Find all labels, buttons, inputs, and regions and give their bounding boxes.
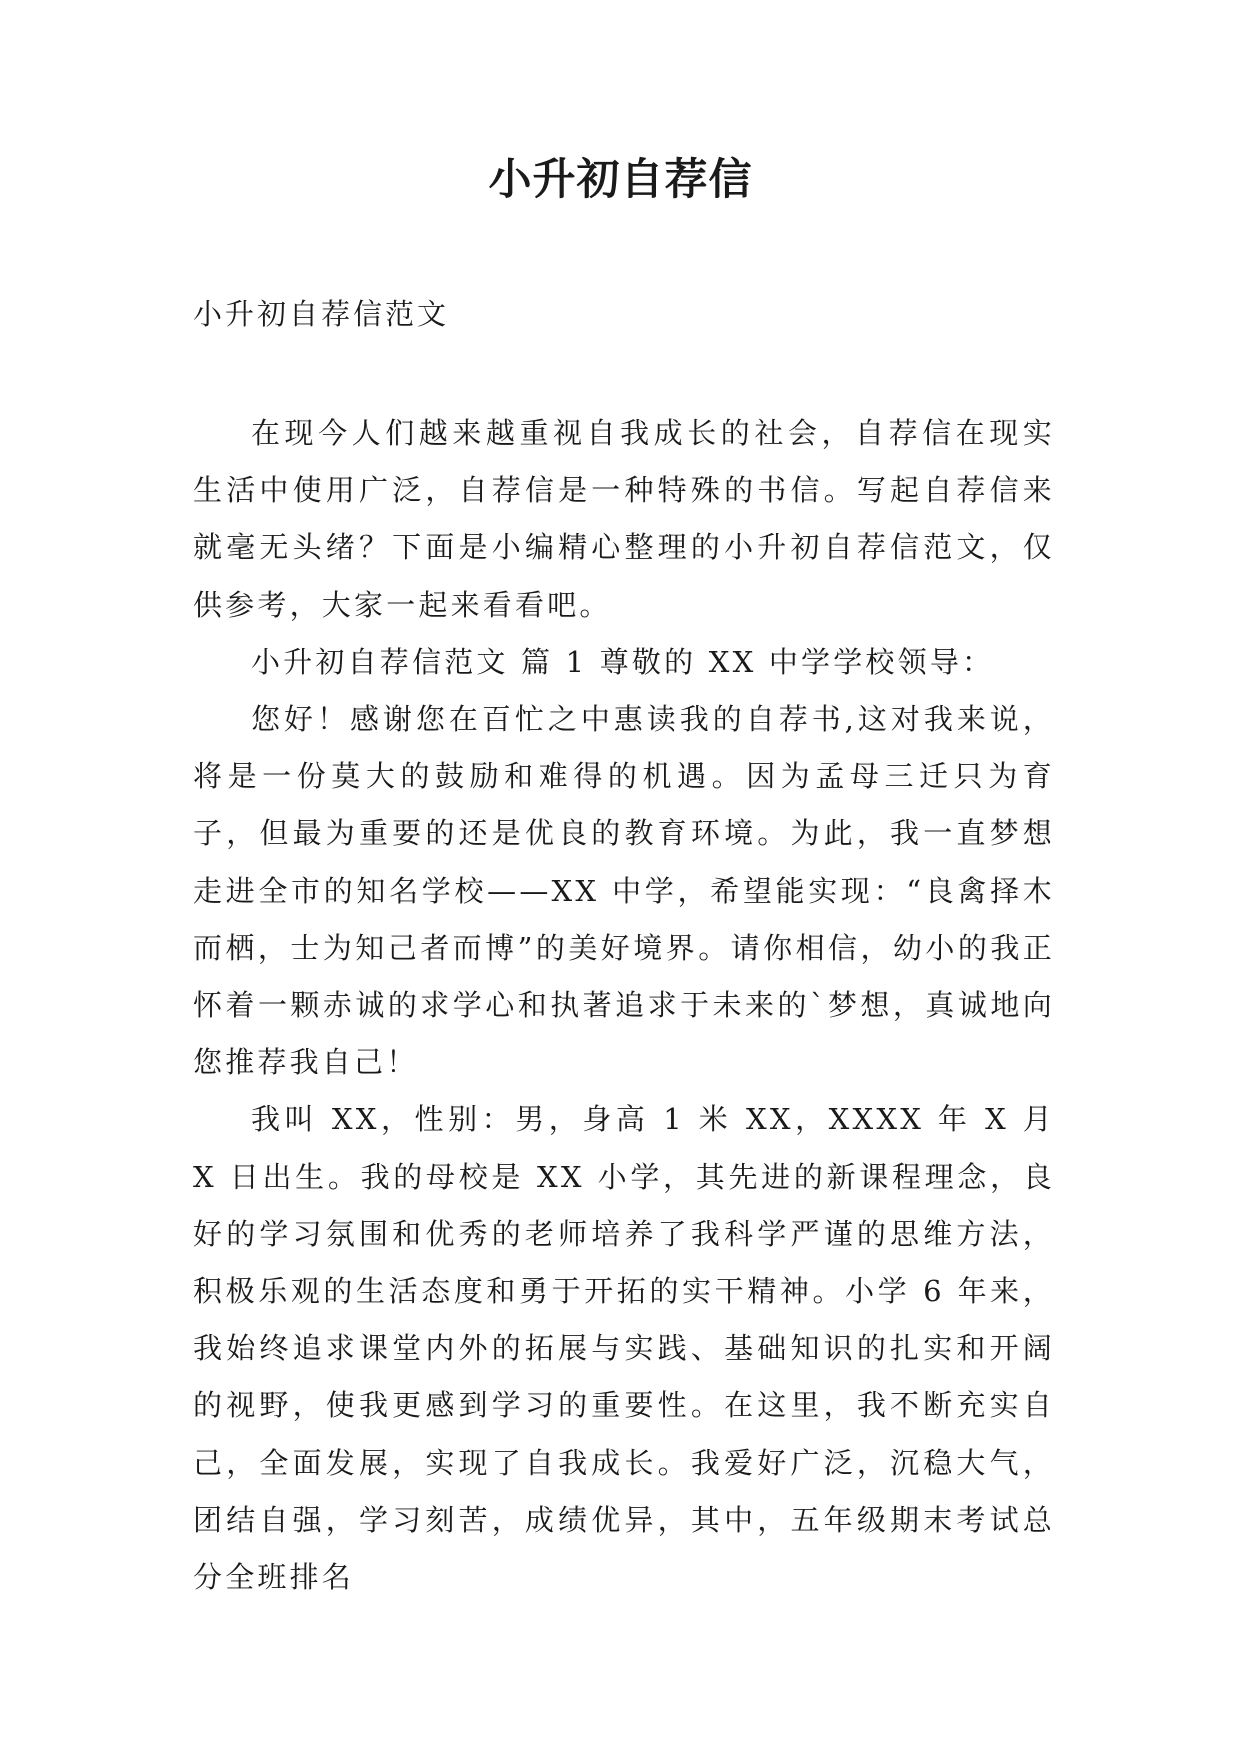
paragraph-self-introduction: 我叫 XX，性别：男，身高 1 米 XX，XXXX 年 X 月 X 日出生。我的母校是 XX 小学，其先进的新课程理念，良好的学习氛围和优秀的老师培养了我科学严谨的思维方法，积极乐观的生活态度和勇于开拓的实干精神。小学 6 年来，我始终追求课堂内外的拓展与实践、基础知识的扎实和开阔的视野，使我更感到学习的重要性。在这里，我不断充实自己，全面发展，实现了自我成长。我爱好广泛，沉稳大气，团结自强，学习刻苦，成绩优异，其中，五年级期末考试总分全班排名 [193,1102,1055,1595]
document-subtitle: 小升初自荐信范文 [193,297,450,331]
document-title: 小升初自荐信 [488,155,753,205]
paragraph-salutation: 小升初自荐信范文 篇 1 尊敬的 XX 中学学校领导： [251,644,995,679]
paragraph-greeting: 您好！感谢您在百忙之中惠读我的自荐书,这对我来说，将是一份莫大的鼓励和难得的机遇。因为孟母三迁只为育子，但最为重要的还是优良的教育环境。为此，我一直梦想走进全市的知名学校——XX 中学，希望能实现：“良禽择木而栖，士为知己者而博”的美好境界。请你相信，幼小的我正怀着一颗赤诚的求学心和执著追求于未来的`梦想，真诚地向您推荐我自己！ [193,702,1055,1080]
document-body [193,405,1055,1606]
paragraph-intro: 在现今人们越来越重视自我成长的社会，自荐信在现实生活中使用广泛，自荐信是一种特殊的书信。写起自荐信来就毫无头绪？下面是小编精心整理的小升初自荐信范文，仅供参考，大家一起来看看吧。 [193,416,1055,622]
